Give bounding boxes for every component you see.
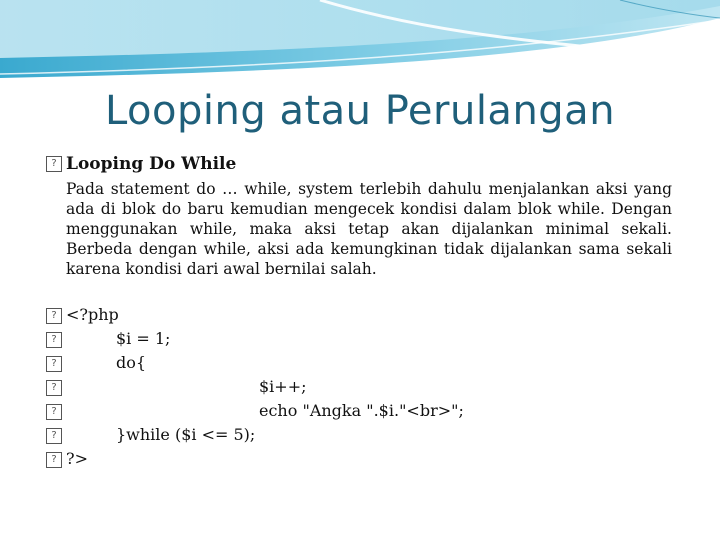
bullet-box-icon: ?	[46, 332, 62, 348]
code-line-init: $i = 1;	[116, 329, 171, 348]
code-line-while: }while ($i <= 5);	[116, 425, 256, 444]
bullet-box-icon: ?	[46, 452, 62, 468]
bullet-box-icon: ?	[46, 380, 62, 396]
header-banner-decoration	[0, 0, 720, 90]
code-line-increment: $i++;	[259, 377, 307, 396]
bullet-box-icon: ?	[46, 404, 62, 420]
slide-title: Looping atau Perulangan	[104, 88, 616, 134]
bullet-box-icon: ?	[46, 308, 62, 324]
bullet-box-icon: ?	[46, 156, 62, 172]
section-heading: Looping Do While	[66, 154, 237, 174]
bullet-box-icon: ?	[46, 356, 62, 372]
section-paragraph: Pada statement do … while, system terlebih dahulu menjalankan aksi yang ada di blok do baru kemudian mengecek kondisi dalam blok while. Dengan menggunakan while, maka aksi tetap akan dijalankan minimal sekali. Berbeda dengan while, aksi ada kemungkinan tidak dijalankan sama sekali karena kondisi dari awal bernilai salah.	[66, 180, 672, 278]
code-line-php-open: <?php	[66, 305, 119, 324]
code-line-php-close: ?>	[66, 449, 88, 468]
bullet-box-icon: ?	[46, 428, 62, 444]
code-line-do: do{	[116, 353, 147, 372]
code-line-echo: echo "Angka ".$i."<br>";	[259, 401, 464, 420]
